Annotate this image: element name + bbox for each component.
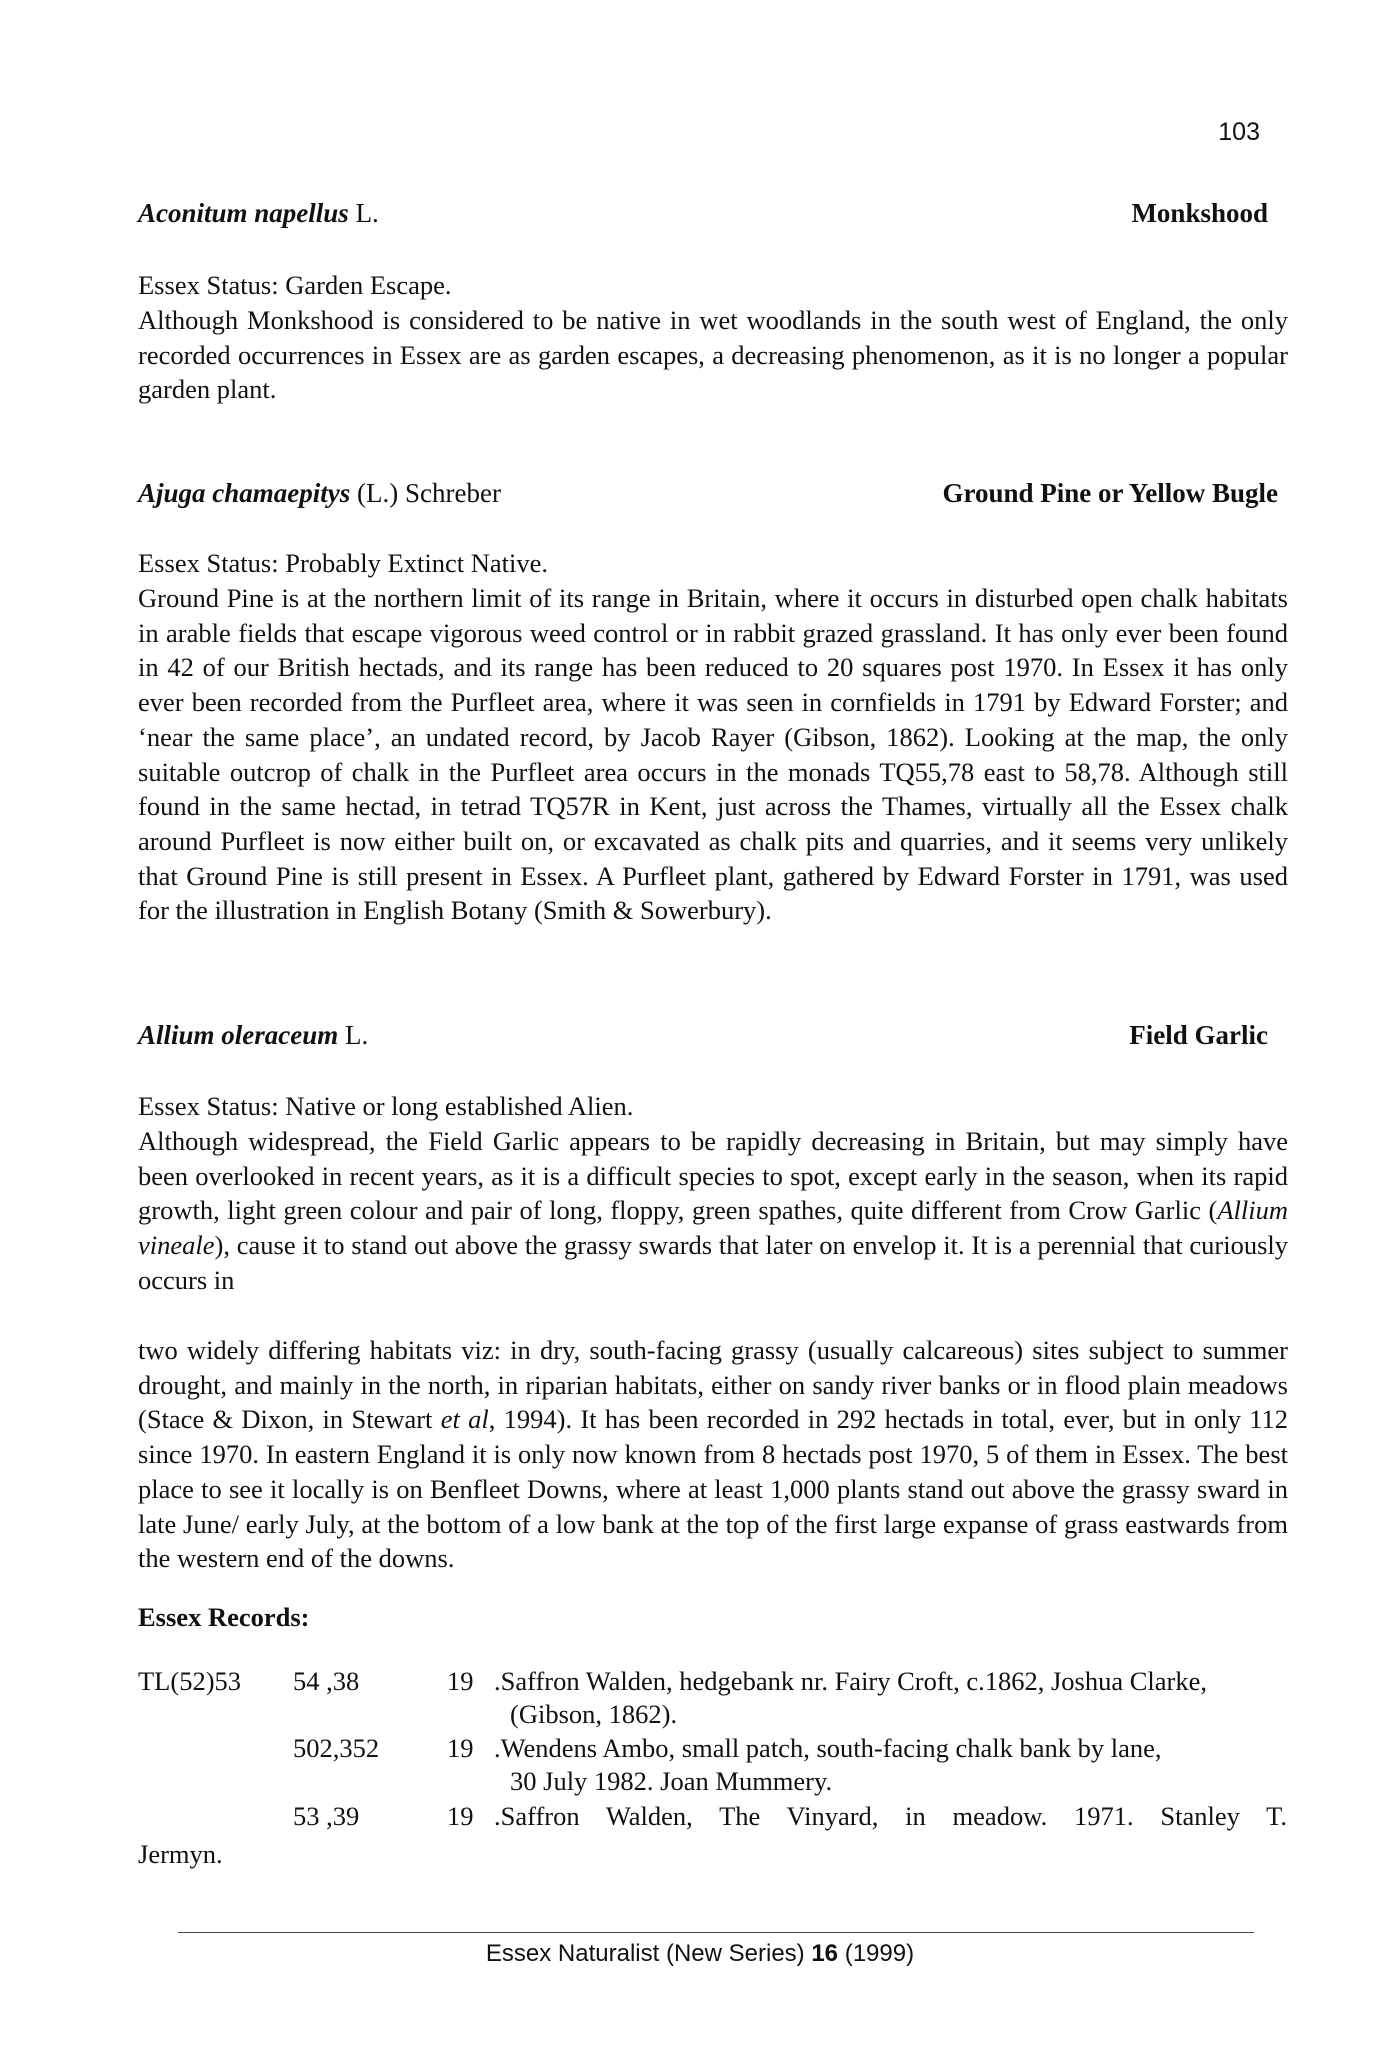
common-name: Monkshood <box>1131 198 1268 228</box>
species-heading-allium <box>138 1020 1268 1051</box>
record-detail-continued: (Gibson, 1862). <box>510 1699 678 1729</box>
species-name: Ajuga chamaepitys (L.) Schreber <box>138 478 501 508</box>
essex-status: Essex Status: Probably Extinct Native. <box>138 548 548 578</box>
species-description: Ground Pine is at the northern limit of its range in Britain, where it occurs in disturbed open chalk habitats in arable fields that escape vigorous weed control or in rabbit grazed grassland. It has only ever been found in 42 of our British hectads, and its range has been reduced to 20 squares post 1970. In Essex it has only ever been recorded from the Purfleet area, where it was seen in cornfields in 1791 by Edward Forster; and ‘near the same place’, an undated record, by Jacob Rayer (Gibson, 1862). Looking at the map, the only suitable outcrop of chalk in the Purfleet area occurs in the monads TQ55,78 east to 58,78. Although still found in the same hectad, in tetrad TQ57R in Kent, just across the Thames, virtually all the Essex chalk around Purfleet is now either built on, or excavated as chalk pits and quarries, and it seems very unlikely that Ground Pine is still present in Essex. A Purfleet plant, gathered by Edward Forster in 1791, was used for the illustration in English Botany (Smith & Sowerbury). <box>138 583 1288 926</box>
page-number: 103 <box>1218 118 1260 146</box>
record-grid-ref: 53 ,39 <box>293 1801 360 1831</box>
record-grid-ref: 54 ,38 <box>293 1666 360 1696</box>
species-description-continued: two widely differing habitats viz: in dry, south-facing grassy (usually calcareous) sites subject to summer drought, and mainly in the north, in riparian habitats, either on sandy river banks or in flood plain meadows (Stace & Dixon, in Stewart et al, 1994). It has been recorded in 292 hectads in total, ever, but in only 112 since 1970. In eastern England it is only now known from 8 hectads post 1970, 5 of them in Essex. The best place to see it locally is on Benfleet Downs, where at least 1,000 plants stand out above the grassy sward in late June/ early July, at the bottom of a low bank at the top of the first large expanse of grass eastwards from the western end of the downs. <box>138 1335 1288 1574</box>
record-century: 19 <box>447 1666 474 1696</box>
record-square: TL(52)53 <box>138 1666 242 1696</box>
record-century: 19 <box>447 1733 474 1763</box>
records-title: Essex Records: <box>138 1602 310 1632</box>
record-grid-ref: 502,352 <box>293 1733 380 1763</box>
common-name: Field Garlic <box>1129 1020 1268 1050</box>
common-name: Ground Pine or Yellow Bugle <box>942 478 1278 508</box>
footer-citation: Essex Naturalist (New Series) 16 (1999) <box>485 1940 915 1967</box>
record-detail: .Saffron Walden, The Vinyard, in meadow. 1971. Stanley T. <box>494 1801 1287 1831</box>
species-name: Allium oleraceum L. <box>138 1020 369 1050</box>
species-description: Although widespread, the Field Garlic appears to be rapidly decreasing in Britain, but may simply have been overlooked in recent years, as it is a difficult species to spot, except early in the season, when its rapid growth, light green colour and pair of long, floppy, green spathes, quite different from Crow Garlic (Allium vineale), cause it to stand out above the grassy swards that later on envelop it. It is a perennial that curiously occurs in <box>138 1126 1288 1295</box>
species-heading-aconitum <box>138 198 1268 229</box>
record-detail-wrap: Jermyn. <box>138 1839 223 1869</box>
species-name: Aconitum napellus L. <box>138 198 379 228</box>
record-detail: .Wendens Ambo, small patch, south-facing chalk bank by lane, <box>494 1733 1162 1763</box>
essex-status: Essex Status: Garden Escape. <box>138 270 452 300</box>
essex-status: Essex Status: Native or long established Alien. <box>138 1091 634 1121</box>
species-heading-ajuga <box>138 478 1278 509</box>
footer-rule <box>178 1932 1254 1933</box>
record-detail-continued: 30 July 1982. Joan Mummery. <box>510 1766 833 1796</box>
record-detail: .Saffron Walden, hedgebank nr. Fairy Croft, c.1862, Joshua Clarke, <box>494 1666 1207 1696</box>
species-description: Although Monkshood is considered to be native in wet woodlands in the south west of England, the only recorded occurrences in Essex are as garden escapes, a decreasing phenomenon, as it is no longer a popular garden plant. <box>138 305 1288 405</box>
record-century: 19 <box>447 1801 474 1831</box>
